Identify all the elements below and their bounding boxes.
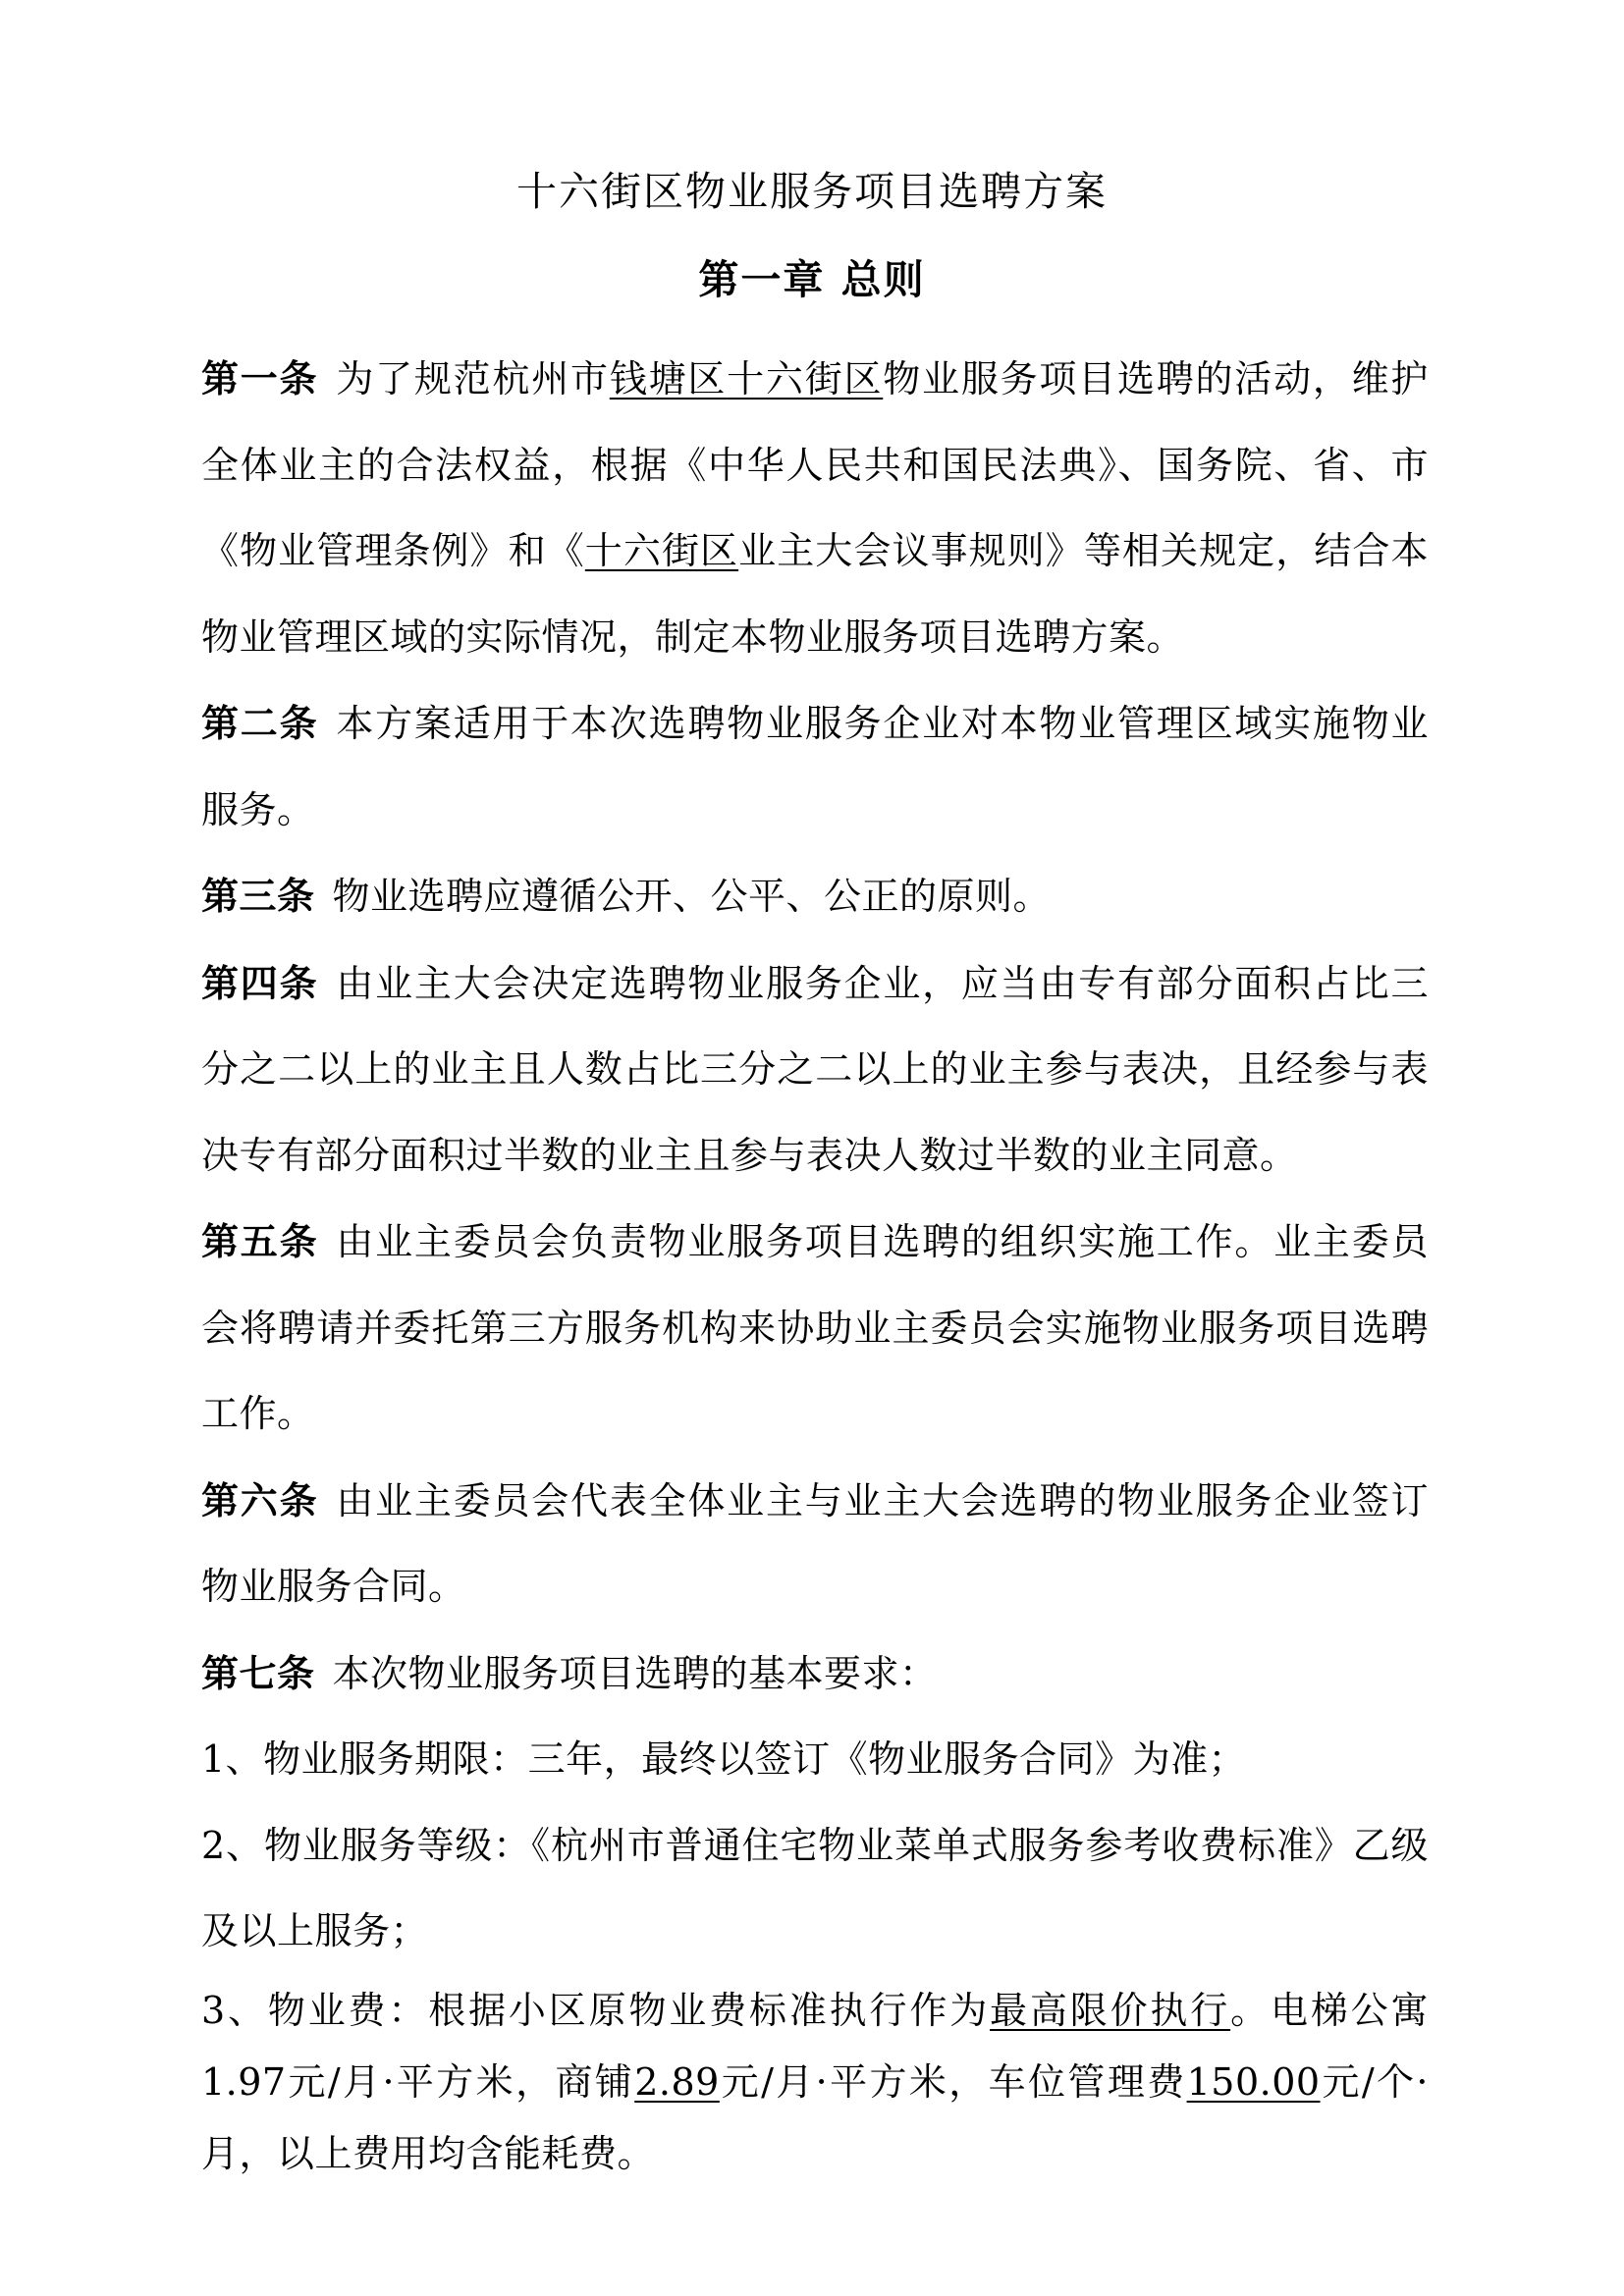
article-label: 第二条 [201,701,319,745]
article-text: 本次物业服务项目选聘的基本要求： [332,1651,938,1695]
article-label: 第七条 [201,1650,315,1695]
article-label: 第五条 [201,1219,319,1263]
article-5 [201,1199,1429,1458]
document-title: 十六街区物业服务项目选聘方案 [516,168,1108,215]
underlined-community: 十六街区 [584,529,739,572]
article-text: 由业主大会决定选聘物业服务企业，应当由专有部分面积占比三分之二以上的业主且人数占比三分之二以上的业主参与表决，且经参与表决专有部分面积过半数的业主且参与表决人数过半数的业主同意。 [201,961,1429,1177]
list-item-service-grade: 2、物业服务等级：《杭州市普通住宅物业菜单式服务参考收费标准》乙级及以上服务； [201,1823,1429,1952]
article-text: 物业服务项目选聘的活动，维护全体业主的合法权益，根据《中华人民共和国民法典》、国务院、省、市《物业管理条例》和《 [201,357,1429,572]
article-label: 第六条 [201,1477,319,1522]
document-body [201,336,1429,2190]
article-text: 业主大会议事规则》等相关规定，结合本物业管理区域的实际情况，制定本物业服务项目选聘方案。 [201,529,1429,659]
list-item-service-term: 1、物业服务期限：三年，最终以签订《物业服务合同》为准； [201,1737,1247,1781]
article-7 [201,1630,1429,1718]
article-text: 本方案适用于本次选聘物业服务企业对本物业管理区域实施物业服务。 [201,702,1429,831]
underlined-district: 钱塘区 [609,357,728,400]
underlined-price-cap: 最高限价执行 [990,1988,1231,2032]
chapter-heading: 第一章 总则 [698,256,926,303]
article-4 [201,940,1429,1200]
underlined-parking-fee: 150.00 [1186,2059,1321,2104]
article-1 [201,336,1429,680]
article-3 [201,853,1429,940]
underlined-shop-fee: 2.89 [634,2059,720,2104]
underlined-community: 十六街区 [727,357,884,400]
article-label: 第一条 [201,356,319,400]
article-2 [201,680,1429,853]
list-item-property-fee: 3、物业费：根据小区原物业费标准执行作为最高限价执行。电梯公寓1.97元/月·平方米，商铺2.89元/月·平方米，车位管理费150.00元/个·月，以上费用均含能耗费。 [201,1988,1429,2175]
article-text: 由业主委员会代表全体业主与业主大会选聘的物业服务企业签订物业服务合同。 [201,1478,1429,1608]
article-label: 第三条 [201,874,315,918]
article-text: 由业主委员会负责物业服务项目选聘的组织实施工作。业主委员会将聘请并委托第三方服务机构来协助业主委员会实施物业服务项目选聘工作。 [201,1220,1429,1435]
article-label: 第四条 [201,960,319,1005]
article-6 [201,1458,1429,1630]
article-text: 为了规范杭州市 [336,357,610,400]
article-text: 物业选聘应遵循公开、公平、公正的原则。 [332,875,1052,918]
